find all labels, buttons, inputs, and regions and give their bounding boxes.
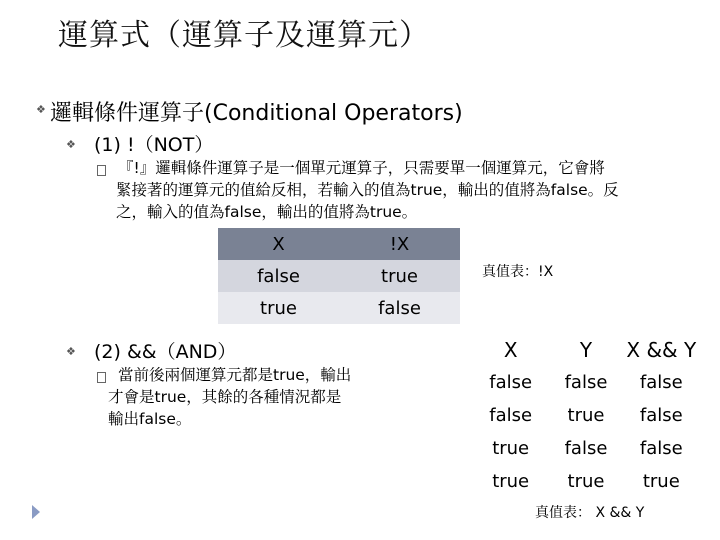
table-cell: false xyxy=(339,292,460,324)
and-line: 輸出false。 xyxy=(108,410,192,428)
table-header: X xyxy=(503,337,518,362)
table-header: Y xyxy=(579,337,593,362)
table-cell: true xyxy=(492,438,530,459)
table-header: X xyxy=(218,228,339,260)
bullet-icon: ❖ xyxy=(66,138,76,151)
table-cell: false xyxy=(489,405,533,426)
table-cell: true xyxy=(339,260,460,292)
and-line: 才會是true，其餘的各種情況都是 xyxy=(108,388,342,406)
section-heading: 邏輯條件運算子(Conditional Operators) xyxy=(50,101,463,126)
checkbox-bullet-icon xyxy=(97,372,106,383)
table-cell: true xyxy=(567,471,605,492)
page-title: 運算式（運算子及運算元） xyxy=(58,18,430,53)
table-cell: true xyxy=(567,405,605,426)
table-cell: true xyxy=(492,471,530,492)
and-line: 當前後兩個運算元都是true，輸出 xyxy=(118,366,352,384)
bullet-icon: ❖ xyxy=(66,345,76,358)
not-line: 『!』邏輯條件運算子是一個單元運算子，只需要單一個運算元，它會將 xyxy=(118,159,605,177)
not-heading: (1) !（NOT） xyxy=(94,134,214,156)
table-cell: false xyxy=(639,438,683,459)
not-caption: 真值表：!X xyxy=(482,264,554,280)
and-heading: (2) &&（AND） xyxy=(94,341,237,363)
table-cell: false xyxy=(218,260,339,292)
not-description xyxy=(118,157,619,223)
not-line: 緊接著的運算元的值給反相，若輸入的值為true，輸出的值將為false。反 xyxy=(116,181,619,199)
not-line: 之，輸入的值為false，輸出的值將為true。 xyxy=(116,203,418,221)
table-header: X && Y xyxy=(626,337,697,362)
table-header: !X xyxy=(339,228,460,260)
table-cell: true xyxy=(642,471,680,492)
table-cell: false xyxy=(564,438,608,459)
and-description xyxy=(108,364,351,430)
bullet-icon: ❖ xyxy=(36,103,46,116)
checkbox-bullet-icon xyxy=(97,165,106,176)
and-truth-table xyxy=(473,333,699,498)
table-cell: false xyxy=(564,372,608,393)
next-slide-arrow-icon[interactable] xyxy=(32,505,40,519)
and-caption: 真值表： X && Y xyxy=(535,505,645,521)
table-cell: false xyxy=(639,372,683,393)
table-cell: true xyxy=(218,292,339,324)
not-truth-table xyxy=(218,228,460,324)
table-cell: false xyxy=(639,405,683,426)
table-cell: false xyxy=(489,372,533,393)
